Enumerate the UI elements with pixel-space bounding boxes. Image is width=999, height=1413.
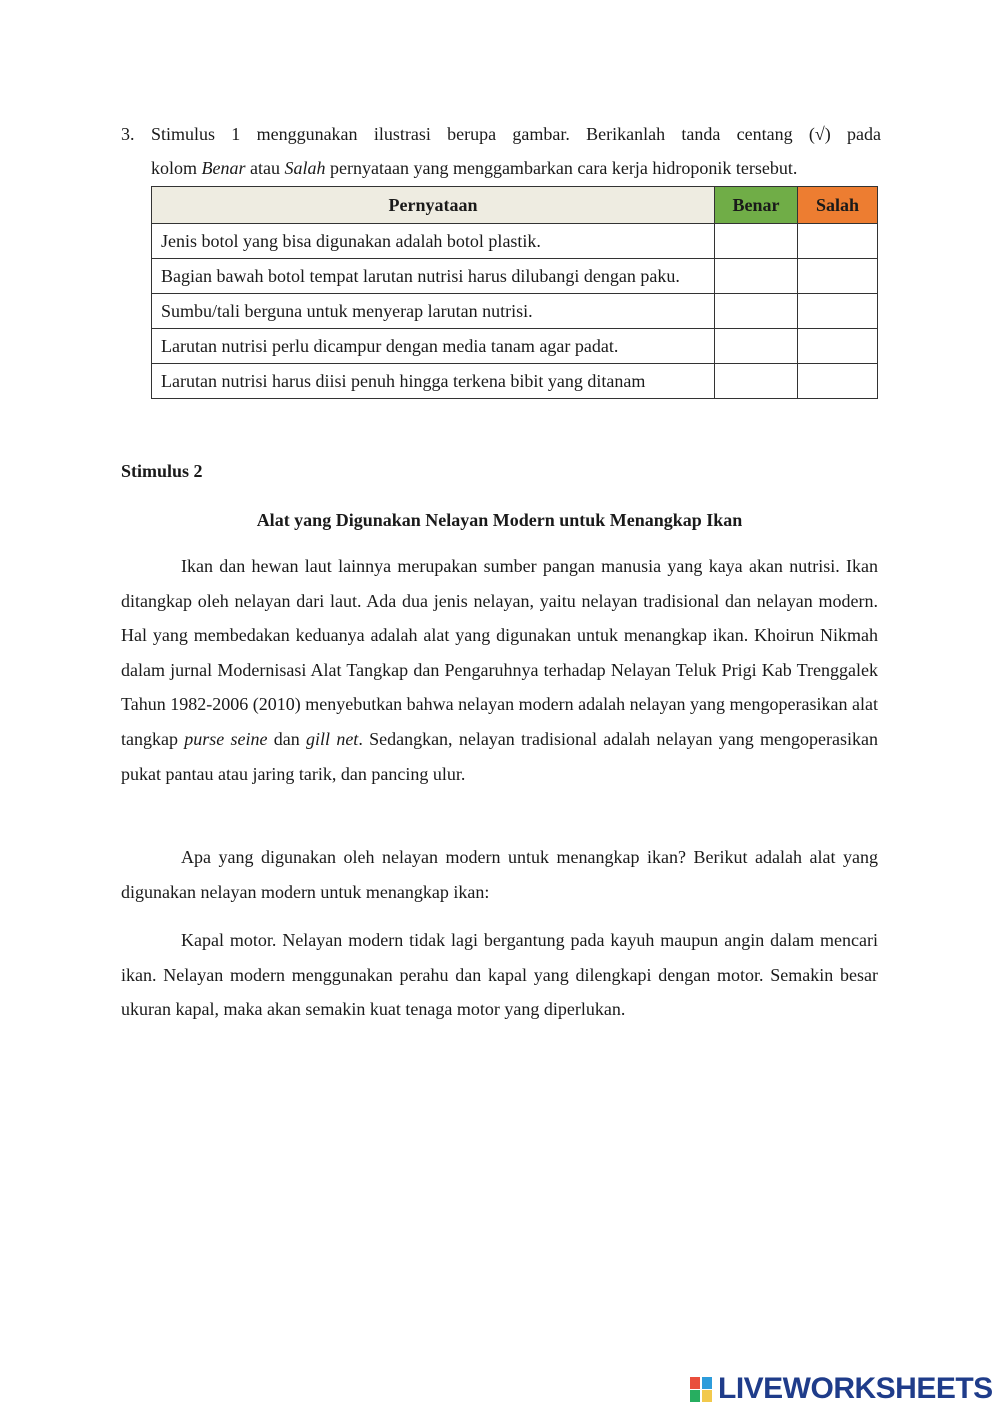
table-row [152,294,878,329]
logo-mark-icon [690,1375,714,1403]
answer-true-cell[interactable] [715,259,798,294]
answer-false-cell[interactable] [798,364,878,399]
instruction-line-2: kolom Benar atau Salah pernyataan yang menggambarkan cara kerja hidroponik tersebut. [151,158,798,178]
statement-text: Sumbu/tali berguna untuk menyerap larutan nutrisi. [152,294,715,329]
table-row [152,329,878,364]
statement-text: Larutan nutrisi harus diisi penuh hingga terkena bibit yang ditanam [152,364,715,399]
statement-table [151,186,878,399]
answer-true-cell[interactable] [715,329,798,364]
header-false: Salah [798,187,878,224]
answer-false-cell[interactable] [798,259,878,294]
table-row [152,259,878,294]
header-true: Benar [715,187,798,224]
paragraph-1: Ikan dan hewan laut lainnya merupakan sumber pangan manusia yang kaya akan nutrisi. Ikan ditangkap oleh nelayan dari laut. Ada dua jenis nelayan, yaitu nelayan tradisional dan nelayan modern. Hal yang membedakan keduanya adalah alat yang digunakan untuk menangkap ikan. Khoirun Nikmah dalam jurnal Modernisasi Alat Tangkap dan Pengaruhnya terhadap Nelayan Teluk Prigi Kab Trenggalek Tahun 1982-2006 (2010) menyebutkan bahwa nelayan modern adalah nelayan yang mengoperasikan alat tangkap purse seine dan gill net. Sedangkan, nelayan tradisional adalah nelayan yang mengoperasikan pukat pantau atau jaring tarik, dan pancing ulur. [121,556,878,784]
article-title: Alat yang Digunakan Nelayan Modern untuk Menangkap Ikan [256,510,743,530]
paragraph-3: Kapal motor. Nelayan modern tidak lagi bergantung pada kayuh maupun angin dalam mencari ikan. Nelayan modern menggunakan perahu dan kapal yang dilengkapi dengan motor. Semakin besar ukuran kapal, maka akan semakin kuat tenaga motor yang diperlukan. [121,930,878,1020]
header-statement: Pernyataan [152,187,715,224]
question-number: 3. [121,124,135,144]
table-row [152,224,878,259]
stimulus-heading: Stimulus 2 [121,461,203,481]
answer-true-cell[interactable] [715,294,798,329]
statement-text: Jenis botol yang bisa digunakan adalah botol plastik. [152,224,715,259]
statement-text: Bagian bawah botol tempat larutan nutrisi harus dilubangi dengan paku. [152,259,715,294]
answer-false-cell[interactable] [798,294,878,329]
paragraph-2: Apa yang digunakan oleh nelayan modern untuk menangkap ikan? Berikut adalah alat yang digunakan nelayan modern untuk menangkap ikan: [121,847,878,902]
answer-false-cell[interactable] [798,329,878,364]
answer-false-cell[interactable] [798,224,878,259]
table-row [152,364,878,399]
question-instruction [151,117,881,185]
liveworksheets-logo [690,1371,993,1407]
table-header-row [152,187,878,224]
logo-text: LIVEWORKSHEETS [718,1372,993,1405]
answer-true-cell[interactable] [715,224,798,259]
question-3 [121,117,881,185]
answer-true-cell[interactable] [715,364,798,399]
instruction-line-1: Stimulus 1 menggunakan ilustrasi berupa gambar. Berikanlah tanda centang (√) pada [151,124,881,144]
statement-text: Larutan nutrisi perlu dicampur dengan media tanam agar padat. [152,329,715,364]
